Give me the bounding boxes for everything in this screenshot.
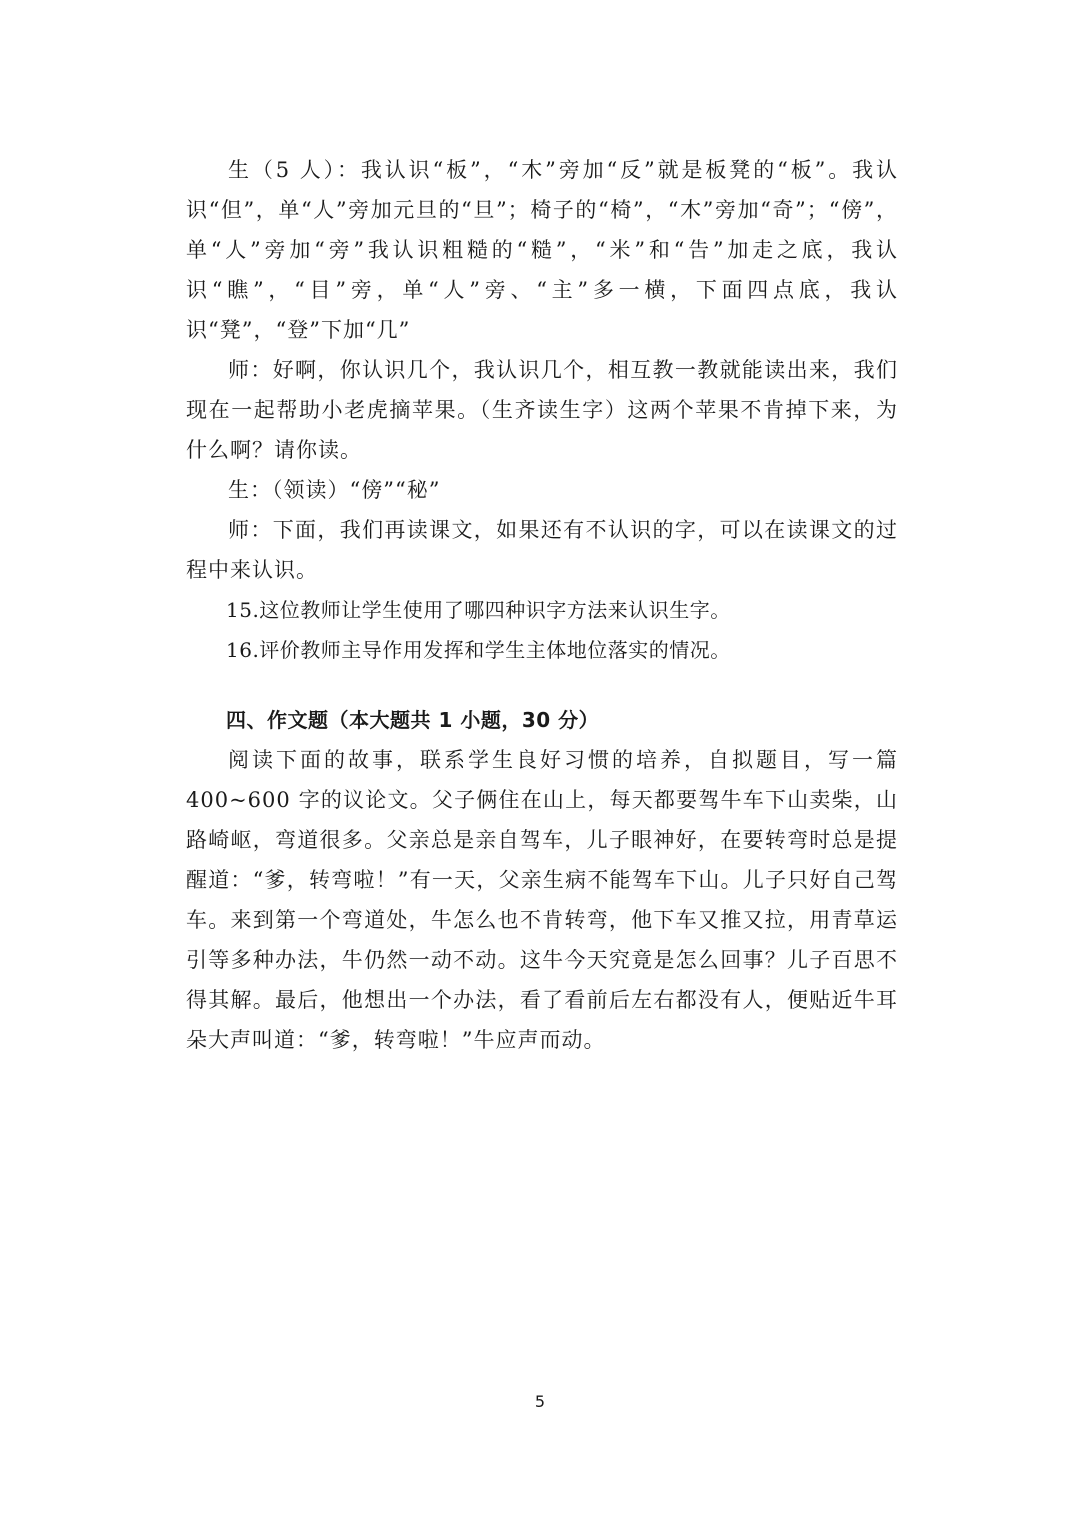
question-15: 15.这位教师让学生使用了哪四种识字方法来认识生字。 [226,598,731,622]
page-number: 5 [534,1392,546,1411]
dialogue-student-1: 生（5 人）：我认识“板”，“木”旁加“反”就是板凳的“板”。我认识“但”，单“人”旁加元旦的“旦”；椅子的“椅”，“木”旁加“奇”；“傍”，单“人”旁加“旁”我认识粗糙的“糙”，“米”和“告”加走之底，我认识“瞧”，“目”旁，单“人”旁、“主”多一横，下面四点底，我认识“凳”，“登”下加“几” [186,158,898,342]
question-16: 16.评价教师主导作用发挥和学生主体地位落实的情况。 [226,638,731,662]
dialogue-teacher-2: 师：下面，我们再读课文，如果还有不认识的字，可以在读课文的过程中来认识。 [186,518,898,582]
essay-prompt: 阅读下面的故事，联系学生良好习惯的培养，自拟题目，写一篇 400~600 字的议论文。父子俩住在山上，每天都要驾牛车下山卖柴，山路崎岖，弯道很多。父亲总是亲自驾车，儿子眼神好，在要转弯时总是提醒道：“爹，转弯啦！”有一天，父亲生病不能驾车下山。儿子只好自己驾车。来到第一个弯道处，牛怎么也不肯转弯，他下车又推又拉，用青草运引等多种办法，牛仍然一动不动。这牛今天究竟是怎么回事？儿子百思不得其解。最后，他想出一个办法，看了看前后左右都没有人，便贴近牛耳朵大声叫道：“爹，转弯啦！”牛应声而动。 [186,748,898,1052]
dialogue-student-2: 生：（领读）“傍”“秘” [228,478,441,502]
section-spacer [186,670,898,700]
page-content [186,150,898,1060]
dialogue-teacher-1: 师：好啊，你认识几个，我认识几个，相互教一教就能读出来，我们现在一起帮助小老虎摘苹果。（生齐读生字）这两个苹果不肯掉下来，为什么啊？请你读。 [186,358,898,462]
section-4-title: 四、作文题（本大题共 1 小题，30 分） [226,708,600,732]
